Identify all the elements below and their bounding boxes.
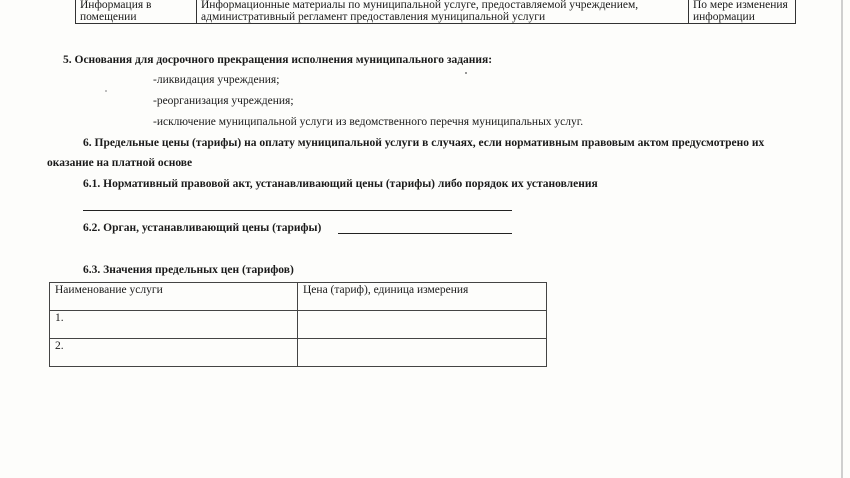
info-content-cell: Информационные материалы по муниципальной услуге, предоставляемой учреждением, административный регламент предоставления муниципальной услуги [197,0,689,24]
table-row [50,339,547,367]
information-table [75,0,796,24]
section-5-item: -исключение муниципальной услуги из ведомственного перечня муниципальных услуг. [153,116,584,128]
section-5-item: -реорганизация учреждения; [153,95,294,107]
section-6-1-title: 6.1. Нормативный правовой акт, устанавливающий цены (тарифы) либо порядок их установления [83,178,598,190]
section-5-item: -ликвидация учреждения; [153,74,280,86]
scan-speck [105,90,107,92]
table-row [50,311,547,339]
table-cell: 2. [50,339,298,367]
column-header: Наименование услуги [50,283,298,311]
section-6-title-cont: оказание на платной основе [47,157,193,169]
page-edge [841,0,843,478]
table-header-row [50,283,547,311]
info-method-cell: Информация в помещении [76,0,197,24]
table-row [76,0,796,24]
blank-line [338,233,512,234]
table-cell [298,311,547,339]
table-cell: 1. [50,311,298,339]
price-table [49,282,547,367]
section-6-2-title: 6.2. Орган, устанавливающий цены (тарифы) [83,222,322,234]
section-6-3-title: 6.3. Значения предельных цен (тарифов) [83,264,294,276]
blank-line [83,210,512,211]
table-cell [298,339,547,367]
info-frequency-cell: По мере изменения информации [689,0,796,24]
section-5-title: 5. Основания для досрочного прекращения исполнения муниципального задания: [63,54,493,66]
section-6-title: 6. Предельные цены (тарифы) на оплату муниципальной услуги в случаях, если нормативным правовым актом предусмотрено их [83,137,765,149]
column-header: Цена (тариф), единица измерения [298,283,547,311]
scan-speck [465,72,467,74]
